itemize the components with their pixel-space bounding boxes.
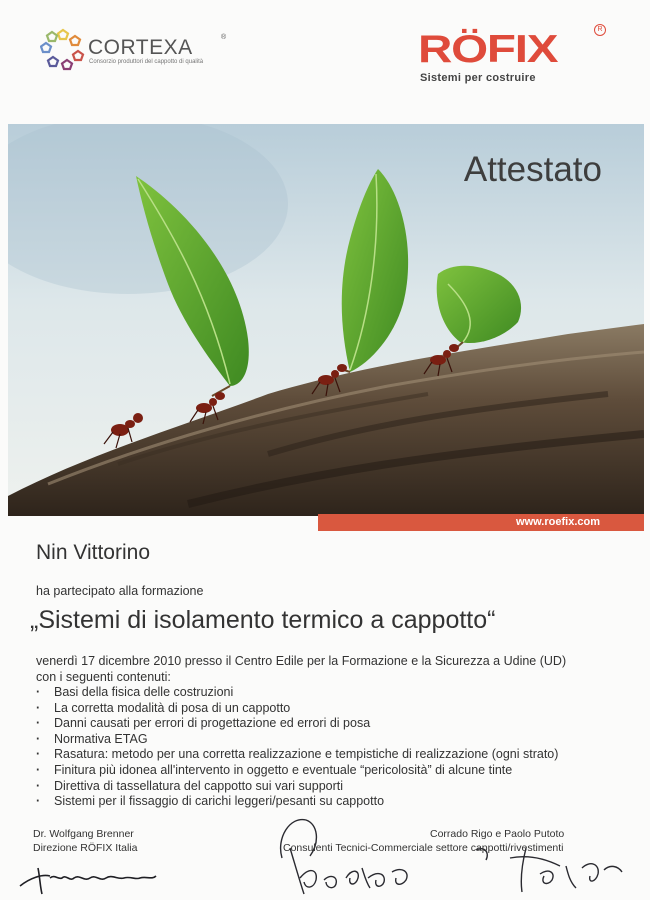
list-item: · Rasatura: metodo per una corretta realizzazione e tempistiche di realizzazione (ogni strato) [36, 747, 558, 763]
rofix-wordmark: RÖFIX [418, 28, 558, 71]
date-location-line: venerdì 17 dicembre 2010 presso il Centro Edile per la Formazione e la Sicurezza a Udine (UD) [36, 654, 567, 668]
rofix-logo [418, 16, 608, 86]
signatory-right-name: Corrado Rigo e Paolo Putoto [430, 828, 565, 840]
cortexa-tagline: Consorzio produttori del cappotto di qualità [89, 59, 204, 65]
contents-label: con i seguenti contenuti: [36, 670, 171, 684]
list-item: · Sistemi per il fissaggio di carichi leggeri/pesanti su cappotto [36, 794, 558, 810]
certificate-title: Attestato [463, 150, 602, 189]
signatory-left-name: Dr. Wolfgang Brenner [33, 828, 134, 840]
list-item: · Normativa ETAG [36, 732, 558, 748]
handwritten-signatures [0, 808, 650, 900]
recipient-name: Nin Vittorino [36, 541, 151, 564]
rofix-registered-mark: R [594, 24, 606, 36]
signatory-left-role: Direzione RÖFIX Italia [33, 842, 138, 854]
rofix-tagline: Sistemi per costruire [420, 72, 536, 84]
cortexa-wordmark: CORTEXA [88, 36, 193, 59]
list-item: · Danni causati per errori di progettazione ed errori di posa [36, 716, 558, 732]
cortexa-registered-mark: ® [221, 34, 227, 41]
list-item: · Basi della fisica delle costruzioni [36, 685, 558, 701]
course-title: „Sistemi di isolamento termico a cappotto“ [30, 606, 496, 634]
list-item: · Direttiva di tassellatura del cappotto sui vari supporti [36, 779, 558, 795]
cortexa-logo [40, 26, 250, 72]
list-item: · La corretta modalità di posa di un cappotto [36, 701, 558, 717]
signature-left [20, 868, 156, 894]
participation-text: ha partecipato alla formazione [36, 584, 204, 598]
list-item: · Finitura più idonea all'intervento in oggetto e eventuale “pericolosità” di alcune tinte [36, 763, 558, 779]
signatory-right-role: Consulenti Tecnici-Commerciale settore cappotti/rivestimenti [283, 842, 564, 854]
website-url: www.roefix.com [318, 514, 644, 531]
hero-image [8, 124, 644, 516]
cortexa-pentagon-ring-icon [40, 26, 86, 72]
topics-list [36, 685, 558, 810]
